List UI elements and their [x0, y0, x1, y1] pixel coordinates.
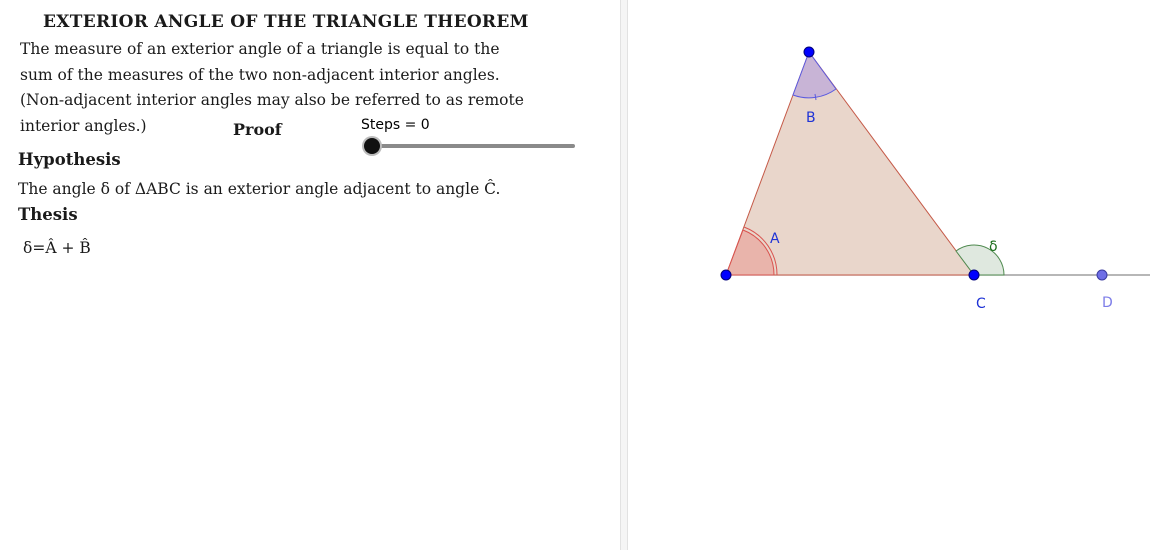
hypothesis-heading: Hypothesis	[18, 150, 121, 169]
statement-line: (Non-adjacent interior angles may also be referred to as remote	[20, 91, 524, 109]
theorem-title: EXTERIOR ANGLE OF THE TRIANGLE THEOREM	[43, 12, 529, 32]
slider-thumb[interactable]	[364, 138, 380, 154]
thesis-heading: Thesis	[18, 205, 78, 224]
label-b: B	[806, 110, 816, 126]
steps-slider[interactable]	[364, 137, 577, 157]
label-a: A	[770, 231, 780, 247]
statement-line: The measure of an exterior angle of a triangle is equal to the	[20, 40, 500, 58]
angle-b[interactable]	[793, 52, 836, 98]
thesis-formula: δ=Â + B̂	[23, 239, 91, 257]
point-a[interactable]	[721, 270, 731, 280]
graphics-view[interactable]	[628, 0, 1150, 550]
label-c: C	[976, 296, 986, 312]
label-delta: δ	[989, 239, 998, 255]
proof-label: Proof	[233, 120, 282, 139]
point-d[interactable]	[1097, 270, 1107, 280]
pane-divider[interactable]	[620, 0, 628, 550]
hypothesis-text: The angle δ of ΔABC is an exterior angle adjacent to angle Ĉ.	[18, 180, 501, 198]
triangle-abc[interactable]	[726, 52, 974, 275]
statement-line: interior angles.)	[20, 116, 147, 135]
statement-line: sum of the measures of the two non-adjacent interior angles.	[20, 65, 500, 84]
label-d: D	[1102, 295, 1113, 311]
point-b[interactable]	[804, 47, 814, 57]
point-c[interactable]	[969, 270, 979, 280]
geometry-canvas[interactable]	[628, 0, 1150, 550]
slider-track[interactable]	[372, 144, 575, 148]
steps-slider-label: Steps = 0	[361, 117, 430, 133]
